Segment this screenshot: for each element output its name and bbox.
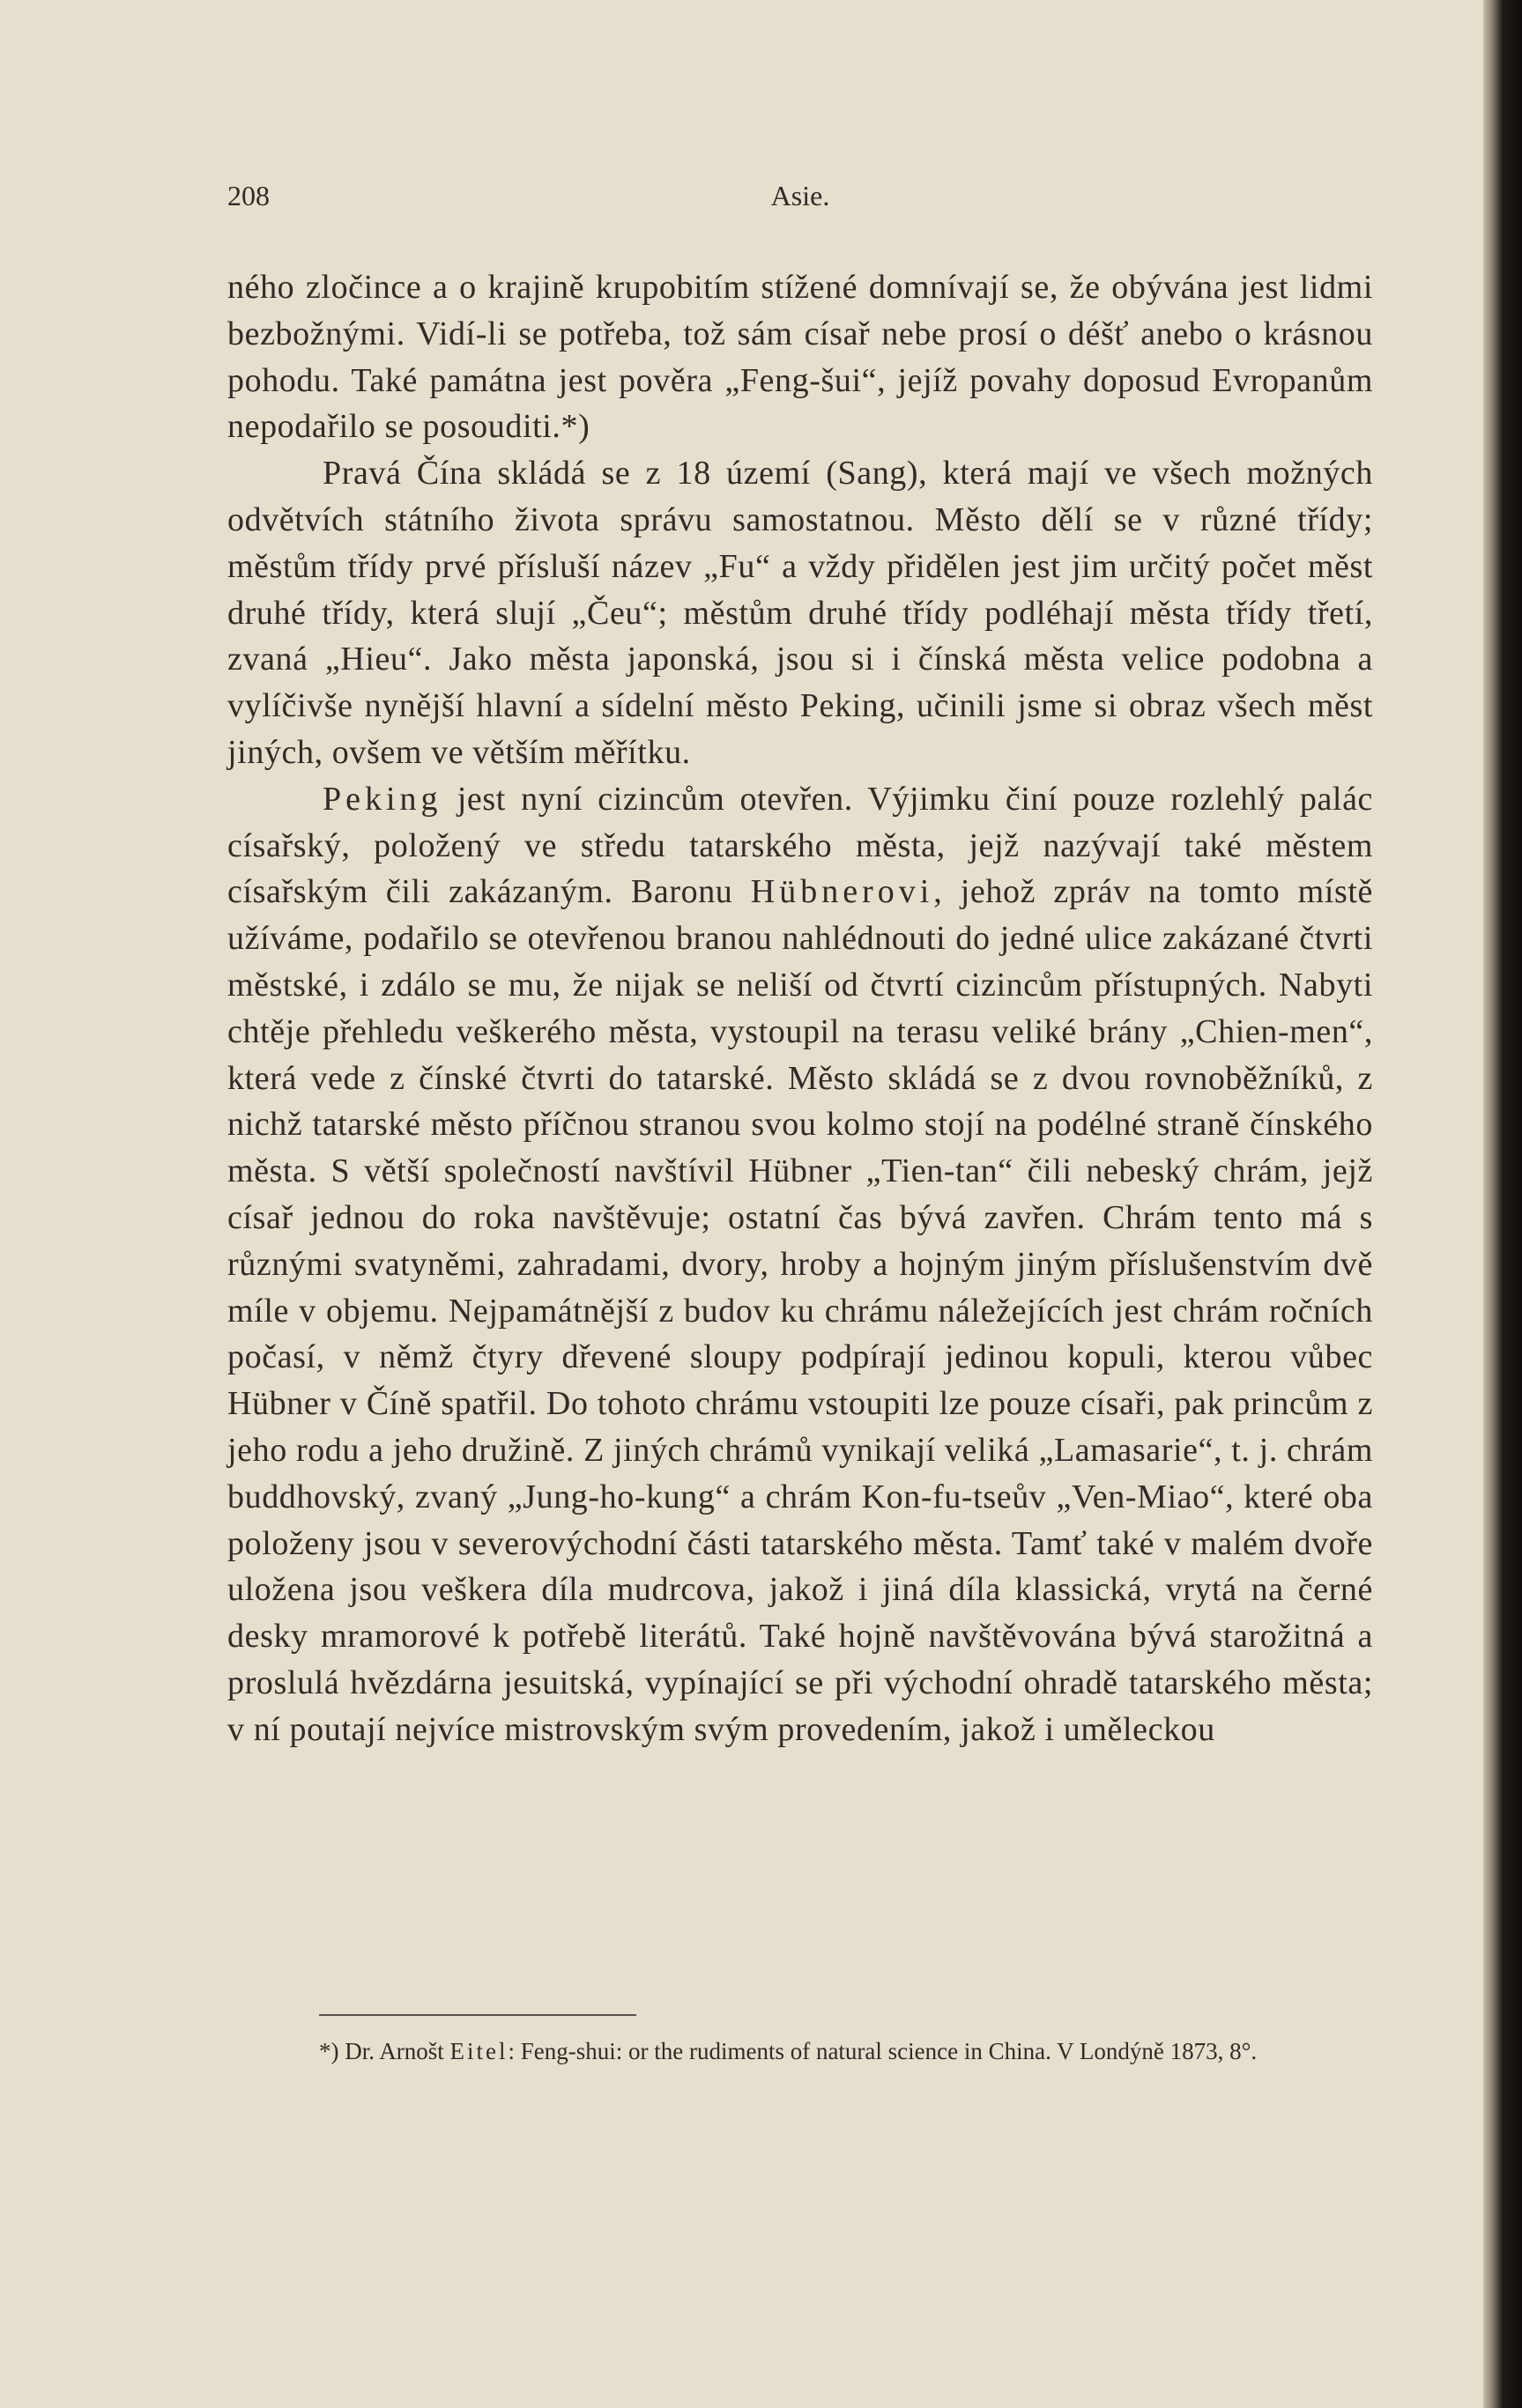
footnote-author: Eitel — [449, 2038, 509, 2064]
page-number: 208 — [227, 180, 270, 211]
keyword-peking: Peking — [323, 780, 442, 818]
footnote — [227, 2032, 1373, 2071]
page-header — [227, 180, 1373, 219]
book-spine-shadow — [1483, 0, 1522, 2408]
footnote-text — [227, 2032, 1373, 2071]
running-head: Asie. — [770, 180, 830, 211]
paragraph-2: Pravá Čína skládá se z 18 území (Sang), která mají ve všech možných odvětvích státního života správu samostatnou. Město dělí se v různé třídy; městům třídy prvé přísluší název „Fu“ a vždy přidělen jest jim určitý počet měst druhé třídy, která slují „Čeu“; městům druhé třídy podléhají města třídy třetí, zvaná „Hieu“. Jako města japonská, jsou si i čínská města velice podobna a vylíčivše nynější hlavní a sídelní město Peking, učinili jsme si obraz všech měst jiných, ovšem ve větším měřítku. — [227, 455, 1373, 771]
footnote-body: : Feng-shui: or the rudiments of natural science in China. V Londýně 1873, 8°. — [508, 2038, 1258, 2064]
footnote-prefix: *) Dr. Arnošt — [319, 2038, 450, 2064]
paragraph-3-part-b: , jehož zpráv na tomto místě užíváme, podařilo se otevřenou branou nahlédnouti do jedné ulice zakázané čtvrti městské, i zdálo se mu, že nijak se neliší od čtvrtí cizincům přístupných. Nabyti chtěje přehledu veškerého města, vystoupil na terasu veliké brány „Chien-men“, která vede z čínské čtvrti do tatarské. Město skládá se z dvou rovnoběžníků, z nichž tatarské město příčnou stranou svou kolmo stojí na podélné straně čínského města. S větší společností navštívil Hübner „Tien-tan“ čili nebeský chrám, jejž císař jednou do roka navštěvuje; ostatní čas bývá zavřen. Chrám tento má s různými svatyněmi, zahradami, dvory, hroby a hojným jiným příslušenstvím dvě míle v objemu. Nejpamátnější z budov ku chrámu náležejících jest chrám ročních počasí, v němž čtyry dřevené sloupy podpírají jedinou kopuli, kterou vůbec Hübner v Číně spatřil. Do tohoto chrámu vstoupiti lze pouze císaři, pak princům z jeho rodu a jeho družině. Z jiných chrámů vynikají veliká „Lamasarie“, t. j. chrám buddhovský, zvaný „Jung-ho-kung“ a chrám Kon-fu-tseův „Ven-Miao“, které oba položeny jsou v severovýchodní části tatarského města. Tamť také v malém dvoře uložena jsou veškera díla mudrcova, jakož i jiná díla klassická, vrytá na černé desky mramorové k potřebě literátů. Také hojně navštěvována bývá starožitná a proslulá hvězdárna jesuitská, vypínající se při východní ohradě tatarského města; v ní poutají nejvíce mistrovským svým provedením, jakož i uměleckou — [227, 873, 1374, 1748]
paragraph-1: ného zločince a o krajině krupobitím stížené domnívají se, že obývána jest lidmi bezbožnými. Vidí-li se potřeba, tož sám císař nebe prosí o déšť anebo o krásnou pohodu. Také památna jest pověra „Feng-šui“, jejíž povahy doposud Evropanům nepodařilo se posouditi.*) — [227, 269, 1373, 446]
name-hubner: Hübnerovi — [750, 873, 934, 911]
paragraph-3 — [227, 776, 1373, 1753]
body-text — [227, 264, 1373, 1753]
footnote-divider — [319, 2014, 636, 2016]
paragraph-3-part-a: jest nyní cizincům otevřen. Výjimku činí pouze rozlehlý palác císařský, položený ve středu tatarského města, jejž nazývají také městem císařským čili zakázaným. Baronu — [227, 780, 1373, 911]
